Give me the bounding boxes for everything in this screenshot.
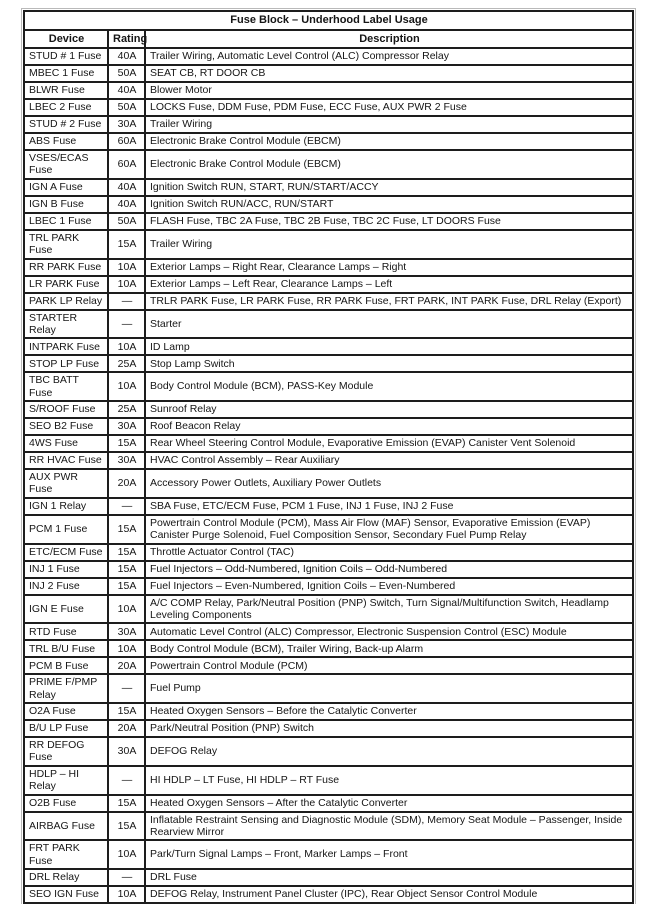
description-cell: Exterior Lamps – Right Rear, Clearance Lamps – Right — [145, 259, 633, 276]
table-title: Fuse Block – Underhood Label Usage — [24, 11, 633, 30]
description-cell: Fuel Pump — [145, 674, 633, 703]
rating-cell: 60A — [108, 150, 145, 179]
table-row — [24, 196, 633, 213]
device-cell: STUD # 2 Fuse — [24, 116, 108, 133]
table-row — [24, 355, 633, 372]
table-row — [24, 150, 633, 179]
description-cell: SEAT CB, RT DOOR CB — [145, 65, 633, 82]
rating-cell: 40A — [108, 82, 145, 99]
device-cell: BLWR Fuse — [24, 82, 108, 99]
description-cell: Electronic Brake Control Module (EBCM) — [145, 133, 633, 150]
rating-cell: 10A — [108, 886, 145, 903]
device-cell: PCM 1 Fuse — [24, 515, 108, 544]
device-cell: STUD # 1 Fuse — [24, 48, 108, 65]
device-cell: LBEC 2 Fuse — [24, 99, 108, 116]
description-cell: Trailer Wiring — [145, 116, 633, 133]
rating-cell: 10A — [108, 338, 145, 355]
device-cell: S/ROOF Fuse — [24, 401, 108, 418]
rating-cell: 15A — [108, 230, 145, 259]
description-cell: Exterior Lamps – Left Rear, Clearance Lamps – Left — [145, 276, 633, 293]
rating-cell: — — [108, 310, 145, 339]
device-cell: IGN E Fuse — [24, 595, 108, 624]
table-row — [24, 869, 633, 886]
rating-cell: 30A — [108, 116, 145, 133]
table-row — [24, 452, 633, 469]
description-cell: Starter — [145, 310, 633, 339]
table-header-row — [24, 30, 633, 48]
table-row — [24, 276, 633, 293]
device-cell: STARTER Relay — [24, 310, 108, 339]
rating-cell: 50A — [108, 213, 145, 230]
device-cell: LR PARK Fuse — [24, 276, 108, 293]
rating-cell: 60A — [108, 133, 145, 150]
description-cell: Fuel Injectors – Odd-Numbered, Ignition Coils – Odd-Numbered — [145, 561, 633, 578]
description-cell: Fuel Injectors – Even-Numbered, Ignition Coils – Even-Numbered — [145, 578, 633, 595]
description-cell: Electronic Brake Control Module (EBCM) — [145, 150, 633, 179]
rating-cell: — — [108, 498, 145, 515]
description-cell: Trailer Wiring, Automatic Level Control (ALC) Compressor Relay — [145, 48, 633, 65]
column-header-device: Device — [24, 30, 108, 48]
table-row — [24, 515, 633, 544]
table-row — [24, 418, 633, 435]
fuse-table-body — [24, 48, 633, 903]
table-row — [24, 230, 633, 259]
rating-cell: 50A — [108, 99, 145, 116]
device-cell: ABS Fuse — [24, 133, 108, 150]
description-cell: Throttle Actuator Control (TAC) — [145, 544, 633, 561]
device-cell: STOP LP Fuse — [24, 355, 108, 372]
description-cell: Heated Oxygen Sensors – Before the Catalytic Converter — [145, 703, 633, 720]
table-row — [24, 498, 633, 515]
description-cell: DEFOG Relay, Instrument Panel Cluster (IPC), Rear Object Sensor Control Module — [145, 886, 633, 903]
rating-cell: 15A — [108, 703, 145, 720]
device-cell: IGN B Fuse — [24, 196, 108, 213]
rating-cell: 25A — [108, 401, 145, 418]
table-row — [24, 578, 633, 595]
device-cell: PCM B Fuse — [24, 657, 108, 674]
table-row — [24, 99, 633, 116]
table-row — [24, 886, 633, 903]
rating-cell: — — [108, 869, 145, 886]
device-cell: O2B Fuse — [24, 795, 108, 812]
description-cell: Inflatable Restraint Sensing and Diagnostic Module (SDM), Memory Seat Module – Passenger, Inside Rearview Mirror — [145, 812, 633, 841]
rating-cell: 50A — [108, 65, 145, 82]
description-cell: Stop Lamp Switch — [145, 355, 633, 372]
device-cell: HDLP – HI Relay — [24, 766, 108, 795]
table-row — [24, 435, 633, 452]
description-cell: Automatic Level Control (ALC) Compressor, Electronic Suspension Control (ESC) Module — [145, 623, 633, 640]
table-row — [24, 372, 633, 401]
description-cell: Powertrain Control Module (PCM) — [145, 657, 633, 674]
rating-cell: 10A — [108, 595, 145, 624]
device-cell: IGN A Fuse — [24, 179, 108, 196]
device-cell: DRL Relay — [24, 869, 108, 886]
table-row — [24, 840, 633, 869]
rating-cell: 20A — [108, 469, 145, 498]
description-cell: Body Control Module (BCM), Trailer Wiring, Back-up Alarm — [145, 640, 633, 657]
description-cell: HVAC Control Assembly – Rear Auxiliary — [145, 452, 633, 469]
rating-cell: 10A — [108, 276, 145, 293]
table-row — [24, 595, 633, 624]
rating-cell: 15A — [108, 795, 145, 812]
table-row — [24, 48, 633, 65]
rating-cell: 25A — [108, 355, 145, 372]
rating-cell: 40A — [108, 48, 145, 65]
description-cell: Blower Motor — [145, 82, 633, 99]
rating-cell: 15A — [108, 435, 145, 452]
rating-cell: — — [108, 674, 145, 703]
table-row — [24, 310, 633, 339]
device-cell: INJ 2 Fuse — [24, 578, 108, 595]
description-cell: Accessory Power Outlets, Auxiliary Power Outlets — [145, 469, 633, 498]
device-cell: AUX PWR Fuse — [24, 469, 108, 498]
column-header-description: Description — [145, 30, 633, 48]
table-row — [24, 116, 633, 133]
table-row — [24, 293, 633, 310]
table-row — [24, 657, 633, 674]
description-cell: Ignition Switch RUN/ACC, RUN/START — [145, 196, 633, 213]
table-row — [24, 338, 633, 355]
fuse-block-table — [23, 10, 634, 904]
rating-cell: 30A — [108, 623, 145, 640]
device-cell: 4WS Fuse — [24, 435, 108, 452]
device-cell: RR PARK Fuse — [24, 259, 108, 276]
description-cell: Park/Turn Signal Lamps – Front, Marker Lamps – Front — [145, 840, 633, 869]
device-cell: TRL PARK Fuse — [24, 230, 108, 259]
rating-cell: 20A — [108, 720, 145, 737]
description-cell: Roof Beacon Relay — [145, 418, 633, 435]
device-cell: O2A Fuse — [24, 703, 108, 720]
rating-cell: — — [108, 293, 145, 310]
rating-cell: 40A — [108, 196, 145, 213]
description-cell: FLASH Fuse, TBC 2A Fuse, TBC 2B Fuse, TBC 2C Fuse, LT DOORS Fuse — [145, 213, 633, 230]
device-cell: PRIME F/PMP Relay — [24, 674, 108, 703]
device-cell: FRT PARK Fuse — [24, 840, 108, 869]
description-cell: DRL Fuse — [145, 869, 633, 886]
rating-cell: 10A — [108, 840, 145, 869]
table-row — [24, 720, 633, 737]
rating-cell: 40A — [108, 179, 145, 196]
device-cell: INTPARK Fuse — [24, 338, 108, 355]
device-cell: MBEC 1 Fuse — [24, 65, 108, 82]
table-row — [24, 703, 633, 720]
device-cell: RTD Fuse — [24, 623, 108, 640]
table-row — [24, 623, 633, 640]
column-header-rating: Rating — [108, 30, 145, 48]
description-cell: DEFOG Relay — [145, 737, 633, 766]
table-row — [24, 640, 633, 657]
device-cell: IGN 1 Relay — [24, 498, 108, 515]
rating-cell: 30A — [108, 452, 145, 469]
device-cell: AIRBAG Fuse — [24, 812, 108, 841]
table-row — [24, 812, 633, 841]
description-cell: Heated Oxygen Sensors – After the Catalytic Converter — [145, 795, 633, 812]
device-cell: SEO B2 Fuse — [24, 418, 108, 435]
table-row — [24, 544, 633, 561]
rating-cell: — — [108, 766, 145, 795]
description-cell: TRLR PARK Fuse, LR PARK Fuse, RR PARK Fuse, FRT PARK, INT PARK Fuse, DRL Relay (Export) — [145, 293, 633, 310]
rating-cell: 30A — [108, 737, 145, 766]
description-cell: SBA Fuse, ETC/ECM Fuse, PCM 1 Fuse, INJ 1 Fuse, INJ 2 Fuse — [145, 498, 633, 515]
table-row — [24, 737, 633, 766]
description-cell: A/C COMP Relay, Park/Neutral Position (PNP) Switch, Turn Signal/Multifunction Switch, Headlamp Leveling Components — [145, 595, 633, 624]
rating-cell: 15A — [108, 561, 145, 578]
device-cell: SEO IGN Fuse — [24, 886, 108, 903]
description-cell: Powertrain Control Module (PCM), Mass Air Flow (MAF) Sensor, Evaporative Emission (EVAP) Canister Purge Solenoid, Fuel Composition Sensor, Secondary Fuel Pump Relay — [145, 515, 633, 544]
table-row — [24, 259, 633, 276]
rating-cell: 10A — [108, 259, 145, 276]
device-cell: TBC BATT Fuse — [24, 372, 108, 401]
description-cell: LOCKS Fuse, DDM Fuse, PDM Fuse, ECC Fuse, AUX PWR 2 Fuse — [145, 99, 633, 116]
rating-cell: 10A — [108, 640, 145, 657]
rating-cell: 15A — [108, 515, 145, 544]
table-row — [24, 133, 633, 150]
table-row — [24, 766, 633, 795]
table-row — [24, 674, 633, 703]
device-cell: VSES/ECAS Fuse — [24, 150, 108, 179]
table-row — [24, 795, 633, 812]
table-row — [24, 401, 633, 418]
table-row — [24, 179, 633, 196]
device-cell: RR DEFOG Fuse — [24, 737, 108, 766]
table-row — [24, 469, 633, 498]
description-cell: Trailer Wiring — [145, 230, 633, 259]
table-row — [24, 82, 633, 99]
rating-cell: 10A — [108, 372, 145, 401]
device-cell: RR HVAC Fuse — [24, 452, 108, 469]
description-cell: HI HDLP – LT Fuse, HI HDLP – RT Fuse — [145, 766, 633, 795]
description-cell: Rear Wheel Steering Control Module, Evaporative Emission (EVAP) Canister Vent Solenoid — [145, 435, 633, 452]
device-cell: INJ 1 Fuse — [24, 561, 108, 578]
rating-cell: 15A — [108, 578, 145, 595]
device-cell: ETC/ECM Fuse — [24, 544, 108, 561]
rating-cell: 15A — [108, 544, 145, 561]
device-cell: TRL B/U Fuse — [24, 640, 108, 657]
device-cell: B/U LP Fuse — [24, 720, 108, 737]
table-title-row — [24, 11, 633, 30]
description-cell: Sunroof Relay — [145, 401, 633, 418]
description-cell: Ignition Switch RUN, START, RUN/START/ACCY — [145, 179, 633, 196]
description-cell: ID Lamp — [145, 338, 633, 355]
rating-cell: 30A — [108, 418, 145, 435]
description-cell: Body Control Module (BCM), PASS-Key Module — [145, 372, 633, 401]
table-row — [24, 65, 633, 82]
device-cell: LBEC 1 Fuse — [24, 213, 108, 230]
table-row — [24, 561, 633, 578]
rating-cell: 15A — [108, 812, 145, 841]
table-row — [24, 213, 633, 230]
description-cell: Park/Neutral Position (PNP) Switch — [145, 720, 633, 737]
rating-cell: 20A — [108, 657, 145, 674]
device-cell: PARK LP Relay — [24, 293, 108, 310]
